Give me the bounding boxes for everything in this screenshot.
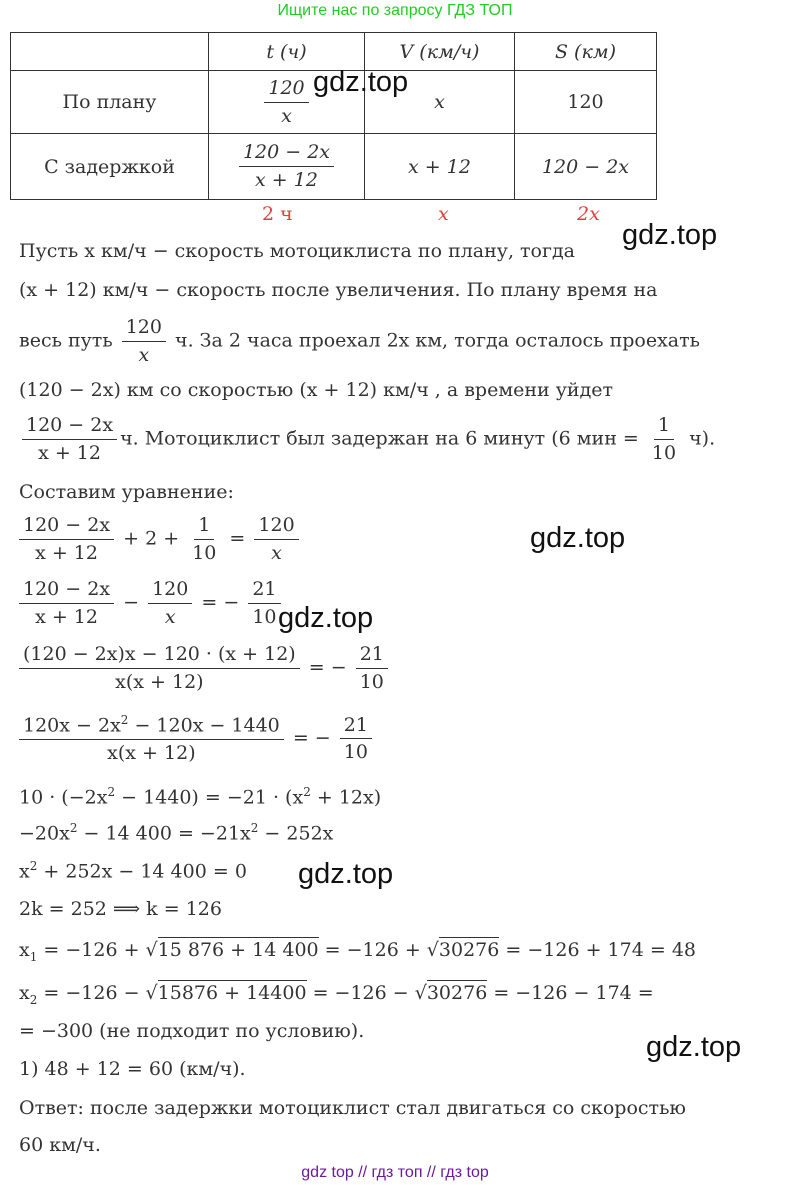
equation-4 <box>19 713 375 765</box>
subscript: 2 <box>29 992 38 1007</box>
fraction <box>148 578 192 629</box>
motion-table <box>10 32 657 200</box>
fraction-numerator: 21 <box>248 578 280 604</box>
equation-7 <box>19 859 247 883</box>
equation-part: − 1440) = −21 · (x <box>115 786 304 809</box>
table-header-distance: S (км) <box>515 33 657 71</box>
equation-part: 10 · (−2x <box>19 786 108 809</box>
fraction-numerator: 1 <box>194 514 214 540</box>
watermark: gdz.top <box>622 219 718 251</box>
equation-part: = −126 + √ <box>37 939 158 961</box>
equation-operator: = − <box>201 591 240 614</box>
fraction-denominator: x <box>271 541 282 564</box>
fraction-denominator: x <box>164 605 176 628</box>
fraction <box>254 514 298 565</box>
equation-11: = −300 (не подходит по условию). <box>19 1020 365 1042</box>
fraction-denominator: x(x + 12) <box>107 742 196 765</box>
text-line-1: Пусть x км/ч − скорость мотоциклиста по плану, тогда <box>19 240 575 262</box>
radicand: 30276 <box>426 982 488 1004</box>
radicand: 15 876 + 14 400 <box>157 939 319 961</box>
fraction-numerator: 120 − 2x <box>19 578 114 604</box>
equation-part: − 252x <box>258 822 334 845</box>
bottom-banner[interactable]: gdz top // гдз топ // гдз top <box>301 1164 489 1181</box>
cell-time-delay <box>209 134 365 200</box>
fraction-numerator: (120 − 2x)x − 120 · (x + 12) <box>19 643 300 669</box>
fraction-numerator: 120 <box>122 316 166 342</box>
fraction <box>19 643 300 694</box>
annotation-speed: x <box>438 203 449 225</box>
numerator-part: − 120x − 1440 <box>128 714 280 737</box>
equation-part: = −126 + 174 = 48 <box>499 939 696 961</box>
text-fragment: ч. Мотоциклист был задержан на 6 минут (6 мин = <box>120 427 639 450</box>
fraction-numerator: 120 <box>254 514 298 540</box>
fraction-denominator: x + 12 <box>35 541 98 564</box>
watermark: gdz.top <box>278 602 374 634</box>
equation-8: 2k = 252 ⟹ k = 126 <box>19 898 222 920</box>
fraction <box>122 316 166 367</box>
exponent: 2 <box>303 785 311 799</box>
fraction-denominator: 10 <box>359 670 384 693</box>
answer-line-2: 60 км/ч. <box>19 1134 101 1156</box>
fraction-numerator <box>19 713 284 740</box>
cell-speed-plan: x <box>365 71 515 134</box>
table-row <box>11 134 657 200</box>
equation-6 <box>19 821 333 845</box>
fraction-denominator: x + 12 <box>38 441 101 464</box>
equation-part: + 12x) <box>310 786 382 809</box>
watermark: gdz.top <box>530 522 626 554</box>
row-label-delay: С задержкой <box>11 134 209 200</box>
equation-9 <box>19 939 696 964</box>
watermark: gdz.top <box>298 858 394 890</box>
text-line-5 <box>19 414 715 465</box>
equation-part: − 14 400 = −21x <box>77 822 251 845</box>
annotation-distance: 2x <box>577 203 600 225</box>
top-banner[interactable]: Ищите нас по запросу ГДЗ ТОП <box>277 2 513 19</box>
table-header-time: t (ч) <box>209 33 365 71</box>
equation-operator: − <box>123 591 140 614</box>
fraction-denominator: x <box>281 104 292 127</box>
fraction-numerator: 120 <box>148 578 192 604</box>
table-header-speed: V (км/ч) <box>365 33 515 71</box>
fraction <box>648 414 680 465</box>
radicand: 15876 + 14400 <box>157 982 307 1004</box>
equation-part: −20x <box>19 822 70 845</box>
text-line-3 <box>19 316 700 367</box>
fraction-denominator: x + 12 <box>35 605 98 628</box>
fraction-denominator: x(x + 12) <box>115 670 204 693</box>
time-plan-fraction <box>264 77 308 128</box>
fraction <box>188 514 220 565</box>
subscript: 1 <box>29 949 38 964</box>
equation-part: x <box>19 860 30 883</box>
equation-part: x <box>19 982 30 1004</box>
text-line-4: (120 − 2x) км со скоростью (x + 12) км/ч , а времени уйдет <box>19 379 614 401</box>
fraction-numerator: 21 <box>356 643 388 669</box>
text-fragment: ч. За 2 часа проехал 2x км, тогда осталось проехать <box>175 329 700 352</box>
text-fragment: ч). <box>689 427 716 450</box>
equation-part: = −126 − √ <box>37 982 158 1004</box>
fraction-denominator: 10 <box>651 441 677 464</box>
radicand: 30276 <box>438 939 500 961</box>
watermark: gdz.top <box>313 66 409 98</box>
fraction-numerator: 120 <box>264 77 308 103</box>
exponent: 2 <box>69 821 78 835</box>
annotation-time: 2 ч <box>262 203 293 225</box>
watermark: gdz.top <box>646 1031 742 1063</box>
equation-1 <box>19 514 302 565</box>
fraction <box>22 414 117 465</box>
equation-part: + 252x − 14 400 = 0 <box>37 860 247 883</box>
fraction-denominator: x + 12 <box>255 169 318 191</box>
fraction <box>356 643 388 694</box>
row-label-plan: По плану <box>11 71 209 134</box>
equation-part: = −126 − √ <box>306 982 427 1004</box>
fraction-numerator: 1 <box>654 414 674 440</box>
fraction-denominator: 10 <box>252 605 277 628</box>
cell-speed-delay: x + 12 <box>365 134 515 200</box>
cell-distance-delay: 120 − 2x <box>515 134 657 200</box>
answer-line-1: Ответ: после задержки мотоциклист стал двигаться со скоростью <box>19 1097 686 1119</box>
equation-part: = −126 − 174 = <box>487 982 654 1004</box>
table-header-empty <box>11 33 209 71</box>
fraction-numerator: 120 − 2x <box>19 514 114 540</box>
fraction-denominator: x <box>138 343 150 366</box>
exponent: 2 <box>250 821 259 835</box>
exponent: 2 <box>107 785 116 799</box>
fraction-numerator: 120 − 2x <box>22 414 117 440</box>
text-fragment: весь путь <box>19 329 113 352</box>
fraction <box>19 514 114 565</box>
table-header-row <box>11 33 657 71</box>
equation-10 <box>19 982 654 1007</box>
equation-operator: = − <box>308 656 347 679</box>
fraction-numerator: 120 − 2x <box>239 141 334 167</box>
equation-5 <box>19 785 381 809</box>
exponent: 2 <box>29 859 38 873</box>
fraction <box>248 578 280 629</box>
equation-operator: = <box>229 527 246 550</box>
text-line-6: Составим уравнение: <box>19 481 234 503</box>
fraction-denominator: 10 <box>343 741 368 764</box>
equation-2 <box>19 578 284 629</box>
equation-part: = −126 + √ <box>318 939 439 961</box>
equation-part: x <box>19 939 30 961</box>
time-delay-fraction <box>239 141 334 192</box>
equation-12: 1) 48 + 12 = 60 (км/ч). <box>19 1058 246 1080</box>
text-line-2: (x + 12) км/ч − скорость после увеличения. По плану время на <box>19 279 658 301</box>
fraction-numerator: 21 <box>340 714 372 740</box>
exponent: 2 <box>120 713 129 727</box>
equation-3 <box>19 643 391 694</box>
equation-operator: = − <box>292 726 331 749</box>
fraction <box>19 713 284 765</box>
cell-distance-plan: 120 <box>515 71 657 134</box>
equation-operator: + 2 + <box>123 527 180 550</box>
fraction-denominator: 10 <box>192 541 217 564</box>
fraction <box>340 714 372 765</box>
numerator-part: 120x − 2x <box>23 714 121 737</box>
fraction <box>19 578 114 629</box>
